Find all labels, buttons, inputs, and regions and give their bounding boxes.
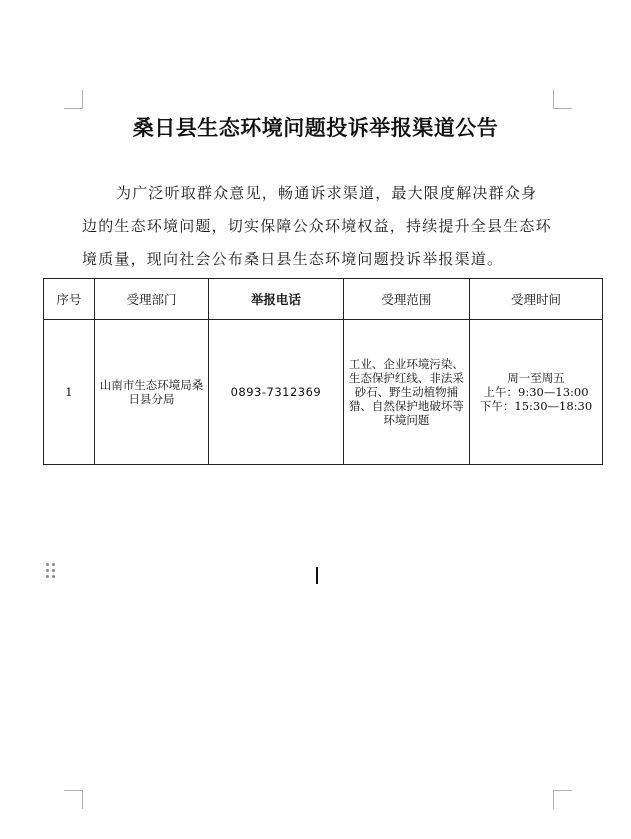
table-row <box>44 320 603 465</box>
crop-mark-bottom-right <box>553 790 572 809</box>
intro-paragraph: 为广泛听取群众意见，畅通诉求渠道，最大限度解决群众身边的生态环境问题，切实保障公众环境权益，持续提升全县生态环境质量，现向社会公布桑日县生态环境问题投诉举报渠道。 <box>82 184 552 268</box>
cell-scope: 工业、企业环境污染、生态保护红线、非法采砂石、野生动植物捕猎、自然保护地破坏等环境问题 <box>343 320 469 465</box>
cell-dept: 山南市生态环境局桑日县分局 <box>94 320 208 465</box>
header-seq: 序号 <box>44 279 95 320</box>
cell-time <box>470 320 603 465</box>
time-afternoon: 下午：15:30—18:30 <box>479 399 593 413</box>
document-title: 桑日县生态环境问题投诉举报渠道公告 <box>132 115 499 140</box>
time-days: 周一至周五 <box>507 371 565 385</box>
complaint-channel-table <box>43 278 603 465</box>
crop-mark-top-left <box>64 90 83 109</box>
text-cursor <box>316 567 318 584</box>
header-dept: 受理部门 <box>94 279 208 320</box>
time-morning: 上午：9:30—13:00 <box>483 385 589 399</box>
crop-mark-bottom-left <box>64 790 83 809</box>
table-header-row <box>44 279 603 320</box>
header-phone: 举报电话 <box>209 279 344 320</box>
crop-mark-top-right <box>553 90 572 109</box>
drag-handle-icon[interactable] <box>46 563 56 579</box>
cell-seq: 1 <box>44 320 95 465</box>
cell-phone: 0893-7312369 <box>209 320 344 465</box>
header-scope: 受理范围 <box>343 279 469 320</box>
header-time: 受理时间 <box>470 279 603 320</box>
